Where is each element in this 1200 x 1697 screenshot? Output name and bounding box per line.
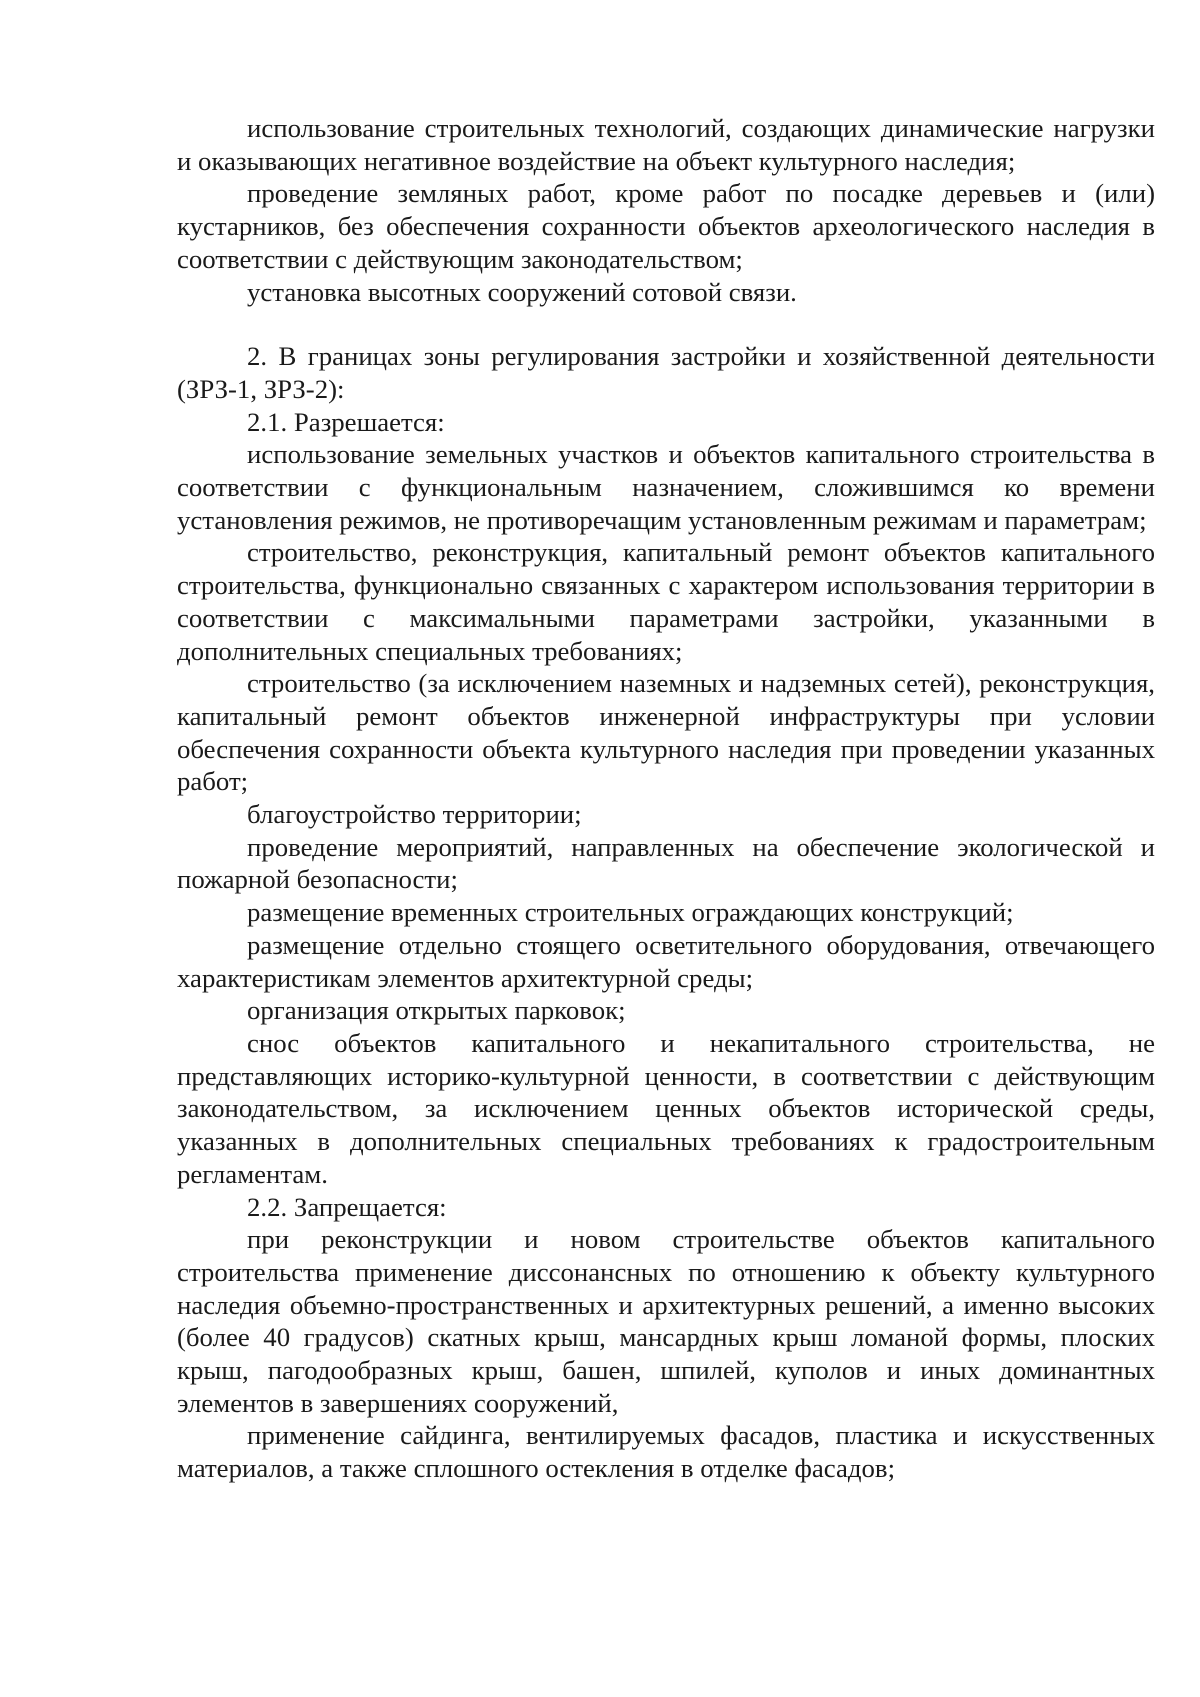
- paragraph-parking: организация открытых парковок;: [247, 995, 626, 1026]
- paragraph-land-use: использование земельных участков и объектов капитального строительства в соответствии с функциональным назначением, сложившимся ко времени установления режимов, не противоречащим установленным режимам и параметрам;: [177, 439, 1155, 535]
- subsection-heading-allowed: 2.1. Разрешается:: [247, 406, 445, 437]
- section-gap: [177, 308, 1155, 340]
- paragraph-landscaping: благоустройство территории;: [247, 799, 582, 830]
- section-heading-zrz: 2. В границах зоны регулирования застройки и хозяйственной деятельности (ЗРЗ-1, ЗРЗ-2):: [177, 341, 1155, 404]
- paragraph-construction: строительство, реконструкция, капитальный ремонт объектов капитального строительства, функционально связанных с характером использования территории в соответствии с максимальными параметрами застройки, указанными в дополнительных специальных требованиях;: [177, 537, 1155, 666]
- paragraph-demolition: снос объектов капитального и некапитального строительства, не представляющих историко-культурной ценности, в соответствии с действующим законодательством, за исключением ценных объектов исторической среды, указанных в дополнительных специальных требованиях к градостроительным регламентам.: [177, 1027, 1155, 1189]
- paragraph-cell-towers: установка высотных сооружений сотовой связи.: [247, 276, 797, 307]
- paragraph-earthworks: проведение земляных работ, кроме работ по посадке деревьев и (или) кустарников, без обеспечения сохранности объектов археологического наследия в соответствии с действующим законодательством;: [177, 178, 1155, 274]
- paragraph-dynamic-loads: использование строительных технологий, создающих динамические нагрузки и оказывающих негативное воздействие на объект культурного наследия;: [177, 113, 1155, 176]
- paragraph-dissonant-solutions: при реконструкции и новом строительстве объектов капитального строительства применение диссонансных по отношению к объекту культурного наследия объемно-пространственных и архитектурных решений, а именно высоких (более 40 градусов) скатных крыш, мансардных крыш ломаной формы, плоских крыш, пагодообразных крыш, башен, шпилей, куполов и иных доминантных элементов в завершениях сооружений,: [177, 1224, 1155, 1418]
- paragraph-engineering-infrastructure: строительство (за исключением наземных и надземных сетей), реконструкция, капитальный ремонт объектов инженерной инфраструктуры при условии обеспечения сохранности объекта культурного наследия при проведении указанных работ;: [177, 668, 1155, 797]
- paragraph-facade-materials: применение сайдинга, вентилируемых фасадов, пластика и искусственных материалов, а также сплошного остекления в отделке фасадов;: [177, 1420, 1155, 1484]
- paragraph-lighting: размещение отдельно стоящего осветительного оборудования, отвечающего характеристикам элементов архитектурной среды;: [177, 929, 1155, 993]
- paragraph-temporary-fences: размещение временных строительных ограждающих конструкций;: [247, 897, 1014, 928]
- paragraph-safety-measures: проведение мероприятий, направленных на обеспечение экологической и пожарной безопасности;: [177, 831, 1155, 895]
- document-body: [177, 112, 1155, 1485]
- subsection-heading-prohibited: 2.2. Запрещается:: [247, 1191, 447, 1222]
